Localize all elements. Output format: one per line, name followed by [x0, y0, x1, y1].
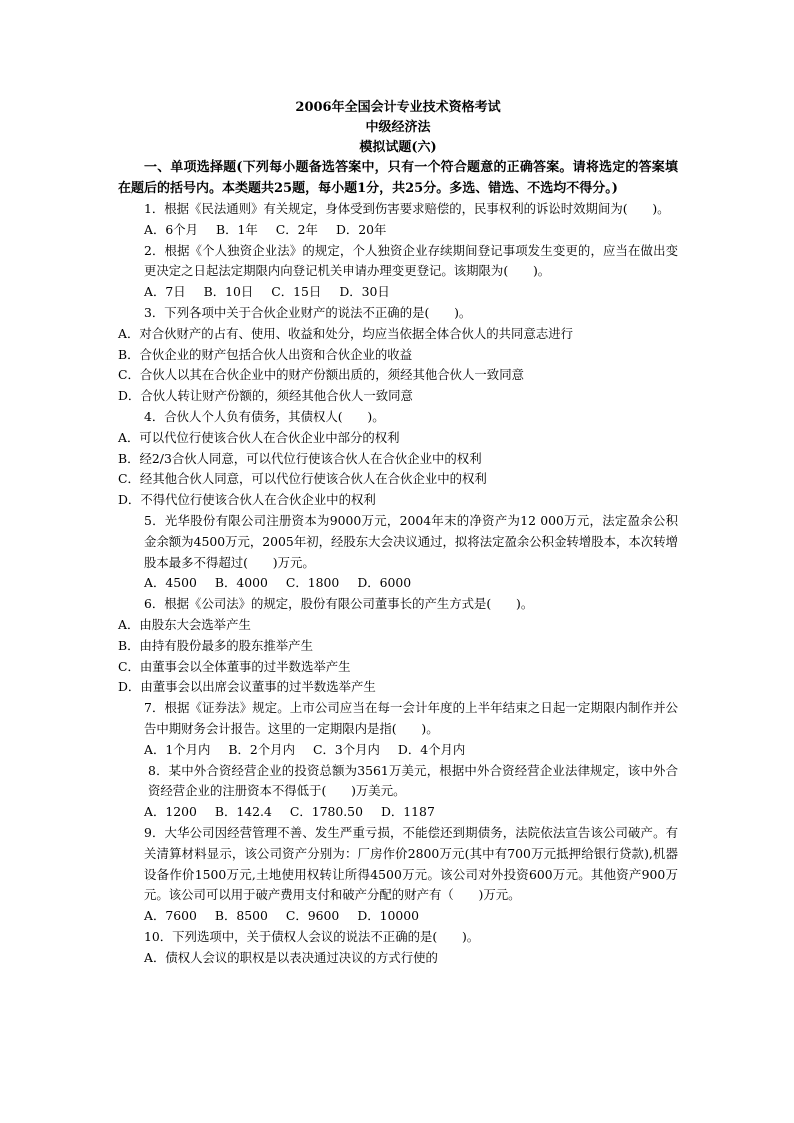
option: C．由董事会以全体董事的过半数选举产生 — [118, 658, 351, 674]
option: C．15日 — [271, 284, 322, 300]
option: A．7600 — [144, 908, 197, 924]
option: D．1187 — [380, 804, 435, 820]
question-1-options — [118, 220, 678, 241]
option: A．可以代位行使该合伙人在合伙企业中部分的权利 — [118, 429, 400, 445]
question-1: 1．根据《民法通则》有关规定，身体受到伤害要求赔偿的，民事权利的诉讼时效期间为( )。 — [144, 201, 670, 216]
question-6: 6．根据《公司法》的规定，股份有限公司董事长的产生方式是( )。 — [144, 596, 534, 612]
option: A．对合伙财产的占有、使用、收益和处分，均应当依据全体合伙人的共同意志进行 — [118, 325, 574, 341]
option: B．142.4 — [214, 804, 272, 820]
option: A．1200 — [144, 804, 197, 820]
option: D．由董事会以出席会议董事的过半数选举产生 — [118, 679, 376, 695]
option: C．2年 — [275, 221, 318, 237]
question-7-options — [118, 740, 678, 761]
exam-subject: 中级经济法 — [365, 120, 431, 135]
option: D．6000 — [357, 575, 412, 591]
question-7: 7．根据《证券法》规定。上市公司应当在每一会计年度的上半年结束之日起一定期限内制作并公告中期财务会计报告。这里的一定期限内是指( )。 — [144, 700, 678, 736]
option: C．合伙人以其在合伙企业中的财产份额出质的，须经其他合伙人一致同意 — [118, 367, 524, 383]
option: B．8500 — [214, 908, 268, 924]
option: B．2个月内 — [228, 741, 295, 757]
option: D．10000 — [357, 908, 420, 924]
option: A．6个月 — [144, 221, 199, 237]
option: C．经其他合伙人同意，可以代位行使该合伙人在合伙企业中的权利 — [118, 471, 487, 487]
question-10: 10．下列选项中，关于债权人会议的说法不正确的是( )。 — [144, 928, 480, 944]
question-9-options — [118, 906, 678, 927]
option: A．1个月内 — [144, 741, 211, 757]
option: A．债权人会议的职权是以表决通过决议的方式行使的 — [144, 949, 438, 965]
paper-title: 模拟试题(六) — [359, 140, 437, 155]
option: D．不得代位行使该合伙人在合伙企业中的权利 — [118, 492, 376, 508]
option: B．10日 — [203, 284, 254, 300]
question-5-options — [118, 573, 678, 594]
option: A．4500 — [144, 575, 197, 591]
option: B．经2/3合伙人同意，可以代位行使该合伙人在合伙企业中的权利 — [118, 450, 482, 466]
question-9: 9．大华公司因经营管理不善、发生严重亏损，不能偿还到期债务，法院依法宣告该公司破产。有关清算材料显示，该公司资产分别为：厂房作价2800万元(其中有700万元抵押给银行贷款),机器设备作价1500万元,土地使用权转让所得4500万元。该公司对外投资600万元。其他资产900万元。该公司可以用于破产费用支付和破产分配的财产有（ )万元。 — [144, 824, 678, 903]
option: D．4个月内 — [397, 741, 466, 757]
option: D．合伙人转让财产份额的，须经其他合伙人一致同意 — [118, 388, 413, 404]
option: B．4000 — [214, 575, 268, 591]
question-4: 4．合伙人个人负有债务，其债权人( )。 — [144, 408, 385, 424]
option: B．1年 — [216, 221, 258, 237]
question-8: 8．某中外合资经营企业的投资总额为3561万美元，根据中外合资经营企业法律规定，该中外合资经营企业的注册资本不得低于( )万美元。 — [148, 762, 678, 799]
question-2-options — [118, 282, 678, 303]
option: D．30日 — [339, 284, 390, 300]
option: A．由股东大会选举产生 — [118, 616, 251, 632]
question-3: 3．下列各项中关于合伙企业财产的说法不正确的是( )。 — [144, 304, 472, 320]
question-8-options — [118, 802, 678, 823]
option: B．合伙企业的财产包括合伙人出资和合伙企业的收益 — [118, 346, 413, 362]
option: B．由持有股份最多的股东推举产生 — [118, 637, 313, 653]
question-2: 2．根据《个人独资企业法》的规定，个人独资企业存续期间登记事项发生变更的，应当在做出变更决定之日起法定期限内向登记机关申请办理变更登记。该期限为( )。 — [144, 242, 678, 279]
document-page — [118, 98, 678, 968]
question-5: 5．光华股份有限公司注册资本为9000万元，2004年末的净资产为12 000万元，法定盈余公积金余额为4500万元，2005年初，经股东大会决议通过，拟将法定盈余公积金转增股本，本次转增股本最多不得超过( )万元。 — [144, 512, 678, 570]
option: C．9600 — [285, 908, 340, 924]
option: C．1800 — [285, 575, 340, 591]
option: A．7日 — [144, 284, 186, 300]
exam-title: 2006年全国会计专业技术资格考试 — [295, 100, 501, 115]
section-heading: 一、单项选择题(下列每小题备选答案中，只有一个符合题意的正确答案。请将选定的答案填在题后的括号内。本类题共25题，每小题1分，共25分。多选、错选、不选均不得分。) — [118, 160, 678, 196]
option: D．20年 — [335, 221, 387, 237]
option: C．3个月内 — [312, 741, 380, 757]
option: C．1780.50 — [289, 804, 363, 820]
